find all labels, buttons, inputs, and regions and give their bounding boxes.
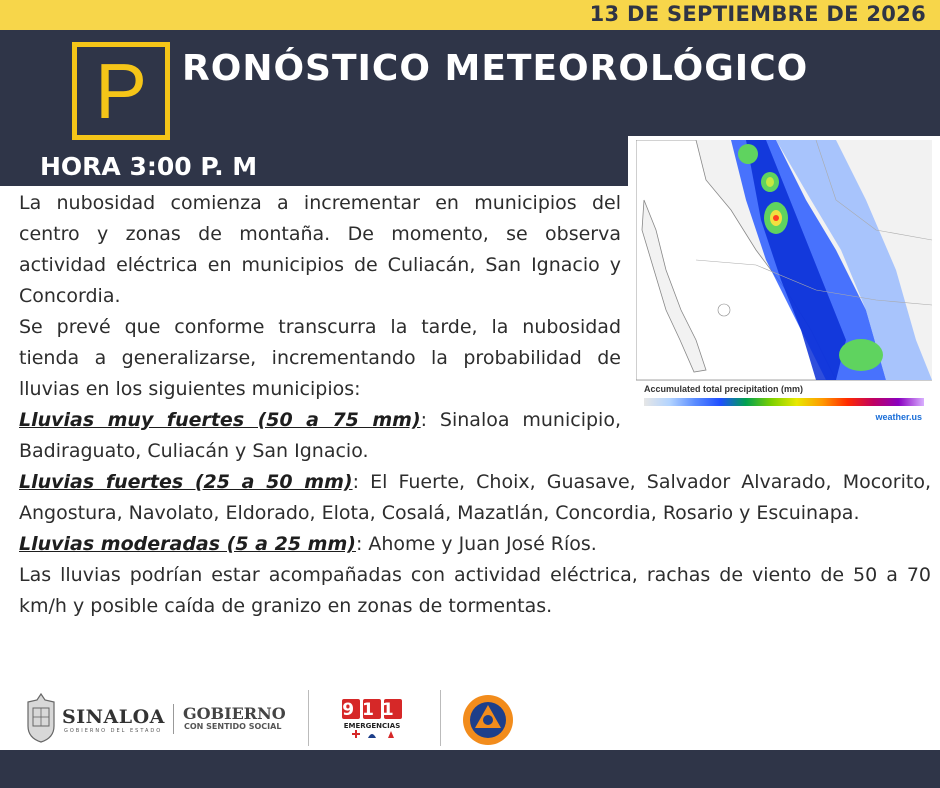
initial-letter: P xyxy=(94,47,148,135)
top-date-bar xyxy=(0,0,940,30)
rain-heavy-label: Lluvias fuertes (25 a 50 mm) xyxy=(19,471,353,493)
rain-very-heavy-municipalities: : Sinaloa municipio, Badiraguato, Culiacán y San Ignacio. xyxy=(19,409,621,462)
footer-logos xyxy=(0,684,940,750)
page-title: RONÓSTICO METEOROLÓGICO xyxy=(182,48,809,89)
gobierno-logo-subtitle: CON SENTIDO SOCIAL xyxy=(184,722,282,731)
rain-very-heavy-label: Lluvias muy fuertes (50 a 75 mm) xyxy=(19,409,421,431)
rain-heavy-municipalities: : El Fuerte, Choix, Guasave, Salvador Alvarado, Mocorito, Angostura, Navolato, Eldorado, Elota, Cosalá, Mazatlán, Concordia, Rosario y Escuinapa. xyxy=(19,471,931,524)
paragraph-storm-warning: Las lluvias podrían estar acompañadas con actividad eléctrica, rachas de viento de 50 a 70 km/h y posible caída de granizo en zonas de tormentas. xyxy=(19,564,931,617)
paragraph-forecast: Se prevé que conforme transcurra la tarde, la nubosidad tienda a generalizarse, incrementando la probabilidad de lluvias en los siguientes municipios: xyxy=(19,316,621,400)
paragraph-current-conditions: La nubosidad comienza a incrementar en municipios del centro y zonas de montaña. De momento, se observa actividad eléctrica en municipios de Culiacán, San Ignacio y Concordia. xyxy=(19,192,621,307)
initial-letter-box xyxy=(72,42,170,140)
rain-moderate-label: Lluvias moderadas (5 a 25 mm) xyxy=(19,533,356,555)
sinaloa-logo-subtitle: GOBIERNO DEL ESTADO xyxy=(64,728,163,734)
bottom-bar xyxy=(0,750,940,788)
logo-divider xyxy=(173,704,174,734)
rain-moderate-municipalities: : Ahome y Juan José Ríos. xyxy=(355,533,597,555)
gobierno-logo-text: GOBIERNO xyxy=(183,704,286,723)
forecast-body xyxy=(19,188,931,622)
date-label: 13 DE SEPTIEMBRE DE 2026 xyxy=(589,2,926,26)
map-legend-title: Accumulated total precipitation (mm) xyxy=(644,384,804,394)
civil-protection-logo xyxy=(462,694,514,746)
map-source-logo: weather.us xyxy=(875,412,922,422)
emergency-911-logo xyxy=(340,698,404,742)
logo-divider xyxy=(308,690,309,746)
sinaloa-logo-text: SINALOA xyxy=(62,706,165,728)
emergency-label: EMERGENCIAS xyxy=(343,722,401,730)
logo-divider xyxy=(440,690,441,746)
rain-very-heavy xyxy=(19,405,621,467)
rain-moderate xyxy=(19,529,931,560)
sinaloa-shield-icon xyxy=(24,692,58,744)
time-label: HORA 3:00 P. M xyxy=(40,152,258,181)
rain-heavy xyxy=(19,467,931,529)
emergency-number: 911 xyxy=(342,700,402,720)
